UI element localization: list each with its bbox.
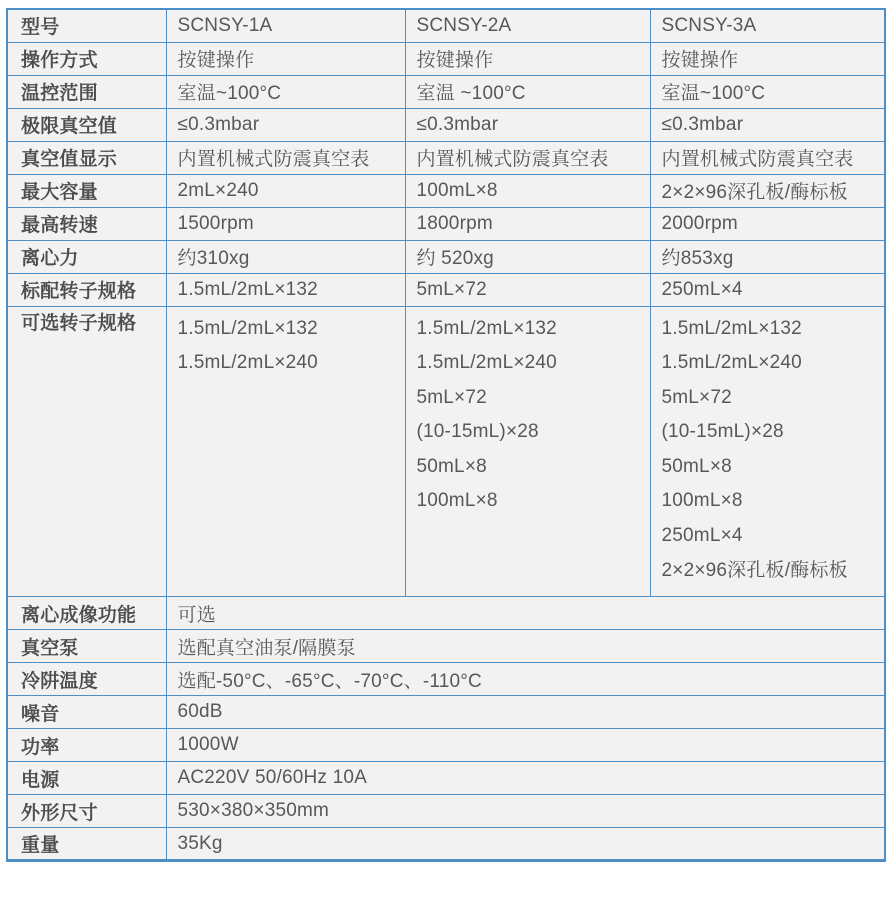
row-label-text: 可选转子规格 <box>21 312 137 334</box>
row-label: 冷阱温度 <box>7 663 166 696</box>
spec-value-line: 250mL×4 <box>661 525 743 547</box>
spec-value-line: 2×2×96深孔板/酶标板 <box>661 559 848 581</box>
spec-value: 室温 ~100°C <box>405 75 650 108</box>
spec-value: 1500rpm <box>166 207 405 240</box>
row-label: 离心力 <box>7 240 166 273</box>
spec-value-line: 1.5mL/2mL×132 <box>416 317 557 339</box>
row-label: 型号 <box>7 9 166 42</box>
spec-value-line: 1.5mL/2mL×132 <box>661 317 802 339</box>
table-row <box>7 795 885 828</box>
spec-value-line: 1.5mL/2mL×132 <box>177 317 318 339</box>
spec-value-line: (10-15mL)×28 <box>661 421 784 443</box>
spec-value-list <box>166 306 405 597</box>
spec-value: ≤0.3mbar <box>405 108 650 141</box>
header-row <box>7 9 885 42</box>
table-row <box>7 597 885 630</box>
spec-value-line: 50mL×8 <box>661 455 732 477</box>
spec-value: 约853xg <box>650 240 885 273</box>
row-label: 最大容量 <box>7 174 166 207</box>
table-row <box>7 762 885 795</box>
table-row <box>7 141 885 174</box>
spec-value: 选配-50°C、-65°C、-70°C、-110°C <box>166 663 885 696</box>
table-row <box>7 75 885 108</box>
row-label: 功率 <box>7 729 166 762</box>
row-label: 离心成像功能 <box>7 597 166 630</box>
spec-value-line: 100mL×8 <box>661 490 743 512</box>
spec-value: 内置机械式防震真空表 <box>166 141 405 174</box>
model-name: SCNSY-1A <box>166 9 405 42</box>
row-label: 重量 <box>7 828 166 861</box>
spec-value: 5mL×72 <box>405 273 650 306</box>
spec-value: 1800rpm <box>405 207 650 240</box>
spec-value-line: 50mL×8 <box>416 455 487 477</box>
spec-value: ≤0.3mbar <box>650 108 885 141</box>
table-row <box>7 174 885 207</box>
table-row <box>7 108 885 141</box>
spec-value-line: 100mL×8 <box>416 490 498 512</box>
spec-table-body <box>7 9 885 861</box>
table-row <box>7 240 885 273</box>
model-name: SCNSY-2A <box>405 9 650 42</box>
row-label: 极限真空值 <box>7 108 166 141</box>
table-row <box>7 42 885 75</box>
spec-value-line: 1.5mL/2mL×240 <box>661 352 802 374</box>
row-label: 标配转子规格 <box>7 273 166 306</box>
spec-value-line: 5mL×72 <box>416 386 487 408</box>
product-spec-table <box>6 8 886 862</box>
spec-value: 室温~100°C <box>650 75 885 108</box>
spec-value: 250mL×4 <box>650 273 885 306</box>
spec-value: 选配真空油泵/隔膜泵 <box>166 630 885 663</box>
table-row <box>7 630 885 663</box>
row-label <box>7 306 166 597</box>
row-label: 真空泵 <box>7 630 166 663</box>
spec-value: 按键操作 <box>650 42 885 75</box>
row-label: 外形尺寸 <box>7 795 166 828</box>
spec-value: 100mL×8 <box>405 174 650 207</box>
spec-value-list <box>405 306 650 597</box>
table-row <box>7 306 885 597</box>
table-row <box>7 828 885 861</box>
row-label: 最高转速 <box>7 207 166 240</box>
row-label: 操作方式 <box>7 42 166 75</box>
spec-value-line: 5mL×72 <box>661 386 732 408</box>
spec-value: 室温~100°C <box>166 75 405 108</box>
spec-value: 内置机械式防震真空表 <box>405 141 650 174</box>
table-row <box>7 663 885 696</box>
row-label: 噪音 <box>7 696 166 729</box>
spec-value: 530×380×350mm <box>166 795 885 828</box>
spec-value-line: 1.5mL/2mL×240 <box>416 352 557 374</box>
table-row <box>7 207 885 240</box>
spec-value: AC220V 50/60Hz 10A <box>166 762 885 795</box>
spec-value: 1000W <box>166 729 885 762</box>
spec-value: 2×2×96深孔板/酶标板 <box>650 174 885 207</box>
spec-value: 2mL×240 <box>166 174 405 207</box>
table-row <box>7 273 885 306</box>
spec-value: 35Kg <box>166 828 885 861</box>
spec-value-list <box>650 306 885 597</box>
model-name: SCNSY-3A <box>650 9 885 42</box>
row-label: 真空值显示 <box>7 141 166 174</box>
row-label: 温控范围 <box>7 75 166 108</box>
spec-value: 60dB <box>166 696 885 729</box>
spec-value: 按键操作 <box>166 42 405 75</box>
spec-value: 内置机械式防震真空表 <box>650 141 885 174</box>
table-row <box>7 696 885 729</box>
spec-value: 可选 <box>166 597 885 630</box>
table-row <box>7 729 885 762</box>
spec-value: 2000rpm <box>650 207 885 240</box>
spec-value-line: (10-15mL)×28 <box>416 421 539 443</box>
spec-value: 约310xg <box>166 240 405 273</box>
spec-value: 1.5mL/2mL×132 <box>166 273 405 306</box>
spec-value: 约 520xg <box>405 240 650 273</box>
row-label: 电源 <box>7 762 166 795</box>
spec-value-line: 1.5mL/2mL×240 <box>177 352 318 374</box>
spec-value: 按键操作 <box>405 42 650 75</box>
spec-value: ≤0.3mbar <box>166 108 405 141</box>
